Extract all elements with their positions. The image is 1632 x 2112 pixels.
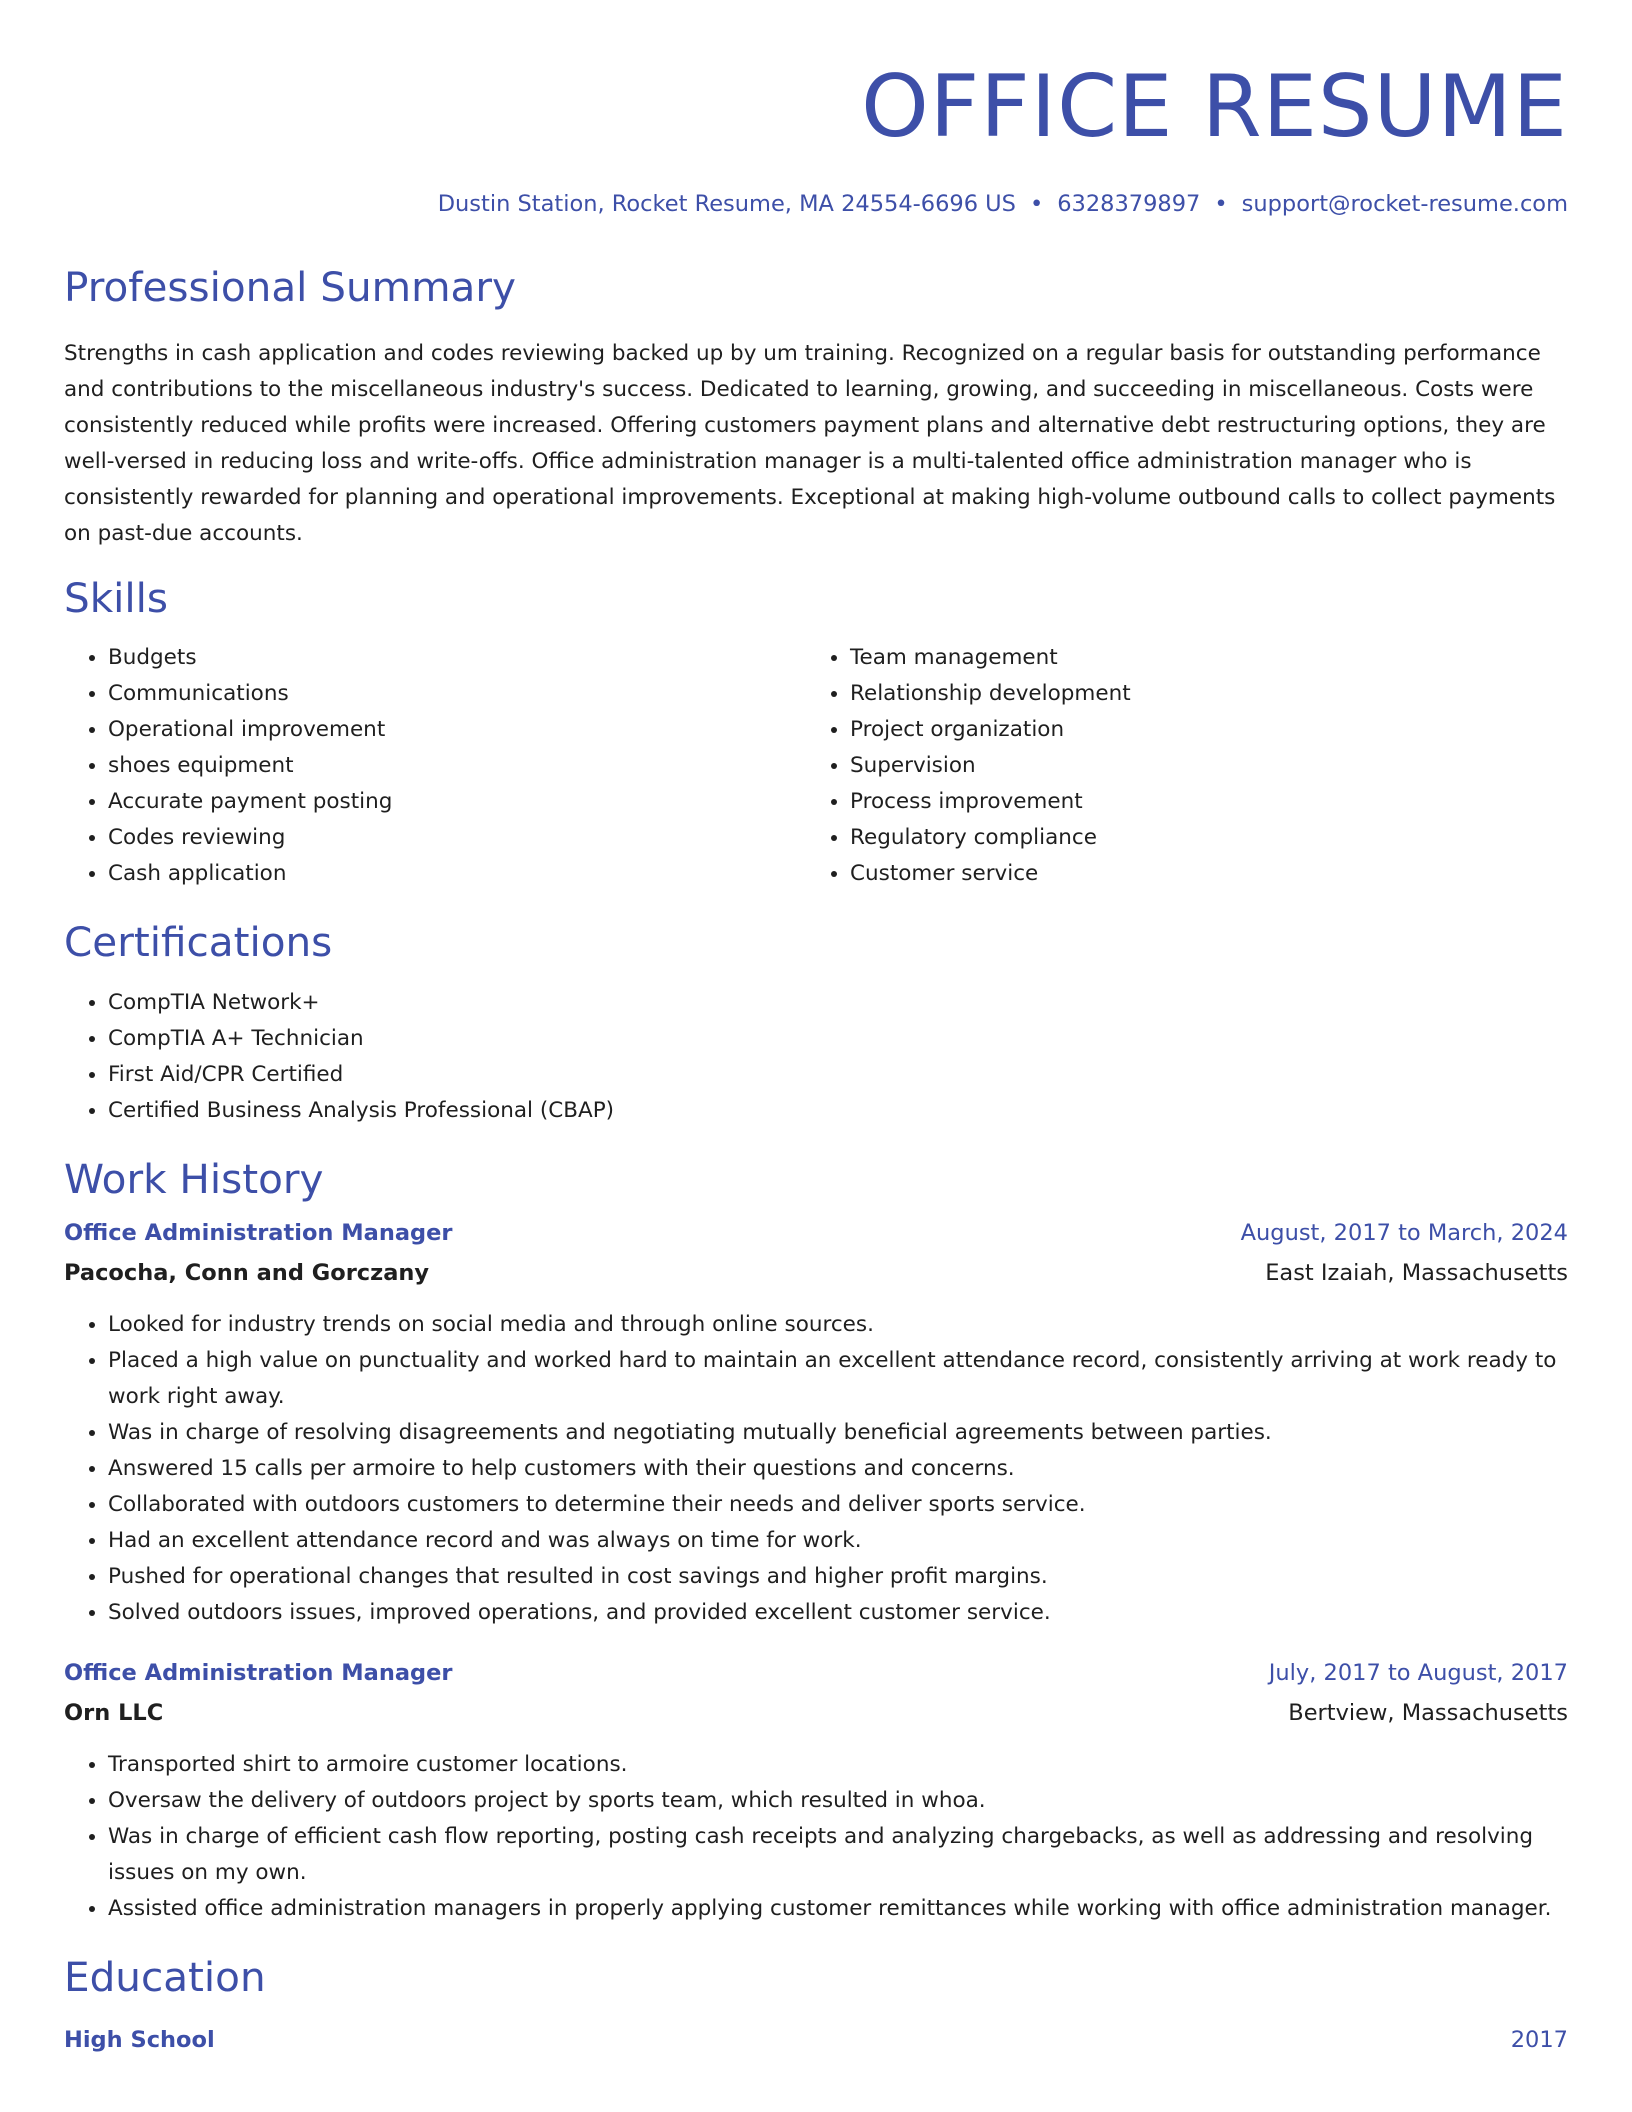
- resume-page: [64, 0, 1568, 2058]
- contact-email: support@rocket-resume.com: [1241, 191, 1568, 217]
- resume-title: OFFICE RESUME: [861, 57, 1568, 157]
- skill-item: • Customer service: [850, 856, 1548, 892]
- skill-item: • Accurate payment posting: [108, 784, 806, 820]
- job-bullet: • Collaborated with outdoors customers to determine their needs and deliver sports service.: [108, 1487, 1568, 1523]
- job-bullet: • Answered 15 calls per armoire to help customers with their questions and concerns.: [108, 1451, 1568, 1487]
- skill-item: • Project organization: [850, 712, 1548, 748]
- education-degree: High School: [64, 2026, 215, 2053]
- work-history-heading: Work History: [64, 1154, 324, 1203]
- job-entry: [64, 1215, 1568, 1631]
- skill-item: • Regulatory compliance: [850, 820, 1548, 856]
- contact-phone: 6328379897: [1057, 191, 1201, 217]
- job-bullets: [64, 1307, 1568, 1631]
- job-location: East Izaiah, Massachusetts: [1265, 1260, 1568, 1286]
- contact-line: [64, 188, 1568, 220]
- job-bullet: • Oversaw the delivery of outdoors project by sports team, which resulted in whoa.: [108, 1783, 1568, 1819]
- job-header: [64, 1655, 1568, 1691]
- certifications-heading: Certifications: [64, 918, 333, 966]
- skills-column-left: [64, 640, 806, 892]
- skill-item: • Relationship development: [850, 676, 1548, 712]
- job-bullet: • Pushed for operational changes that resulted in cost savings and higher profit margins.: [108, 1559, 1568, 1595]
- job-dates: July, 2017 to August, 2017: [1268, 1660, 1568, 1686]
- job-header: [64, 1215, 1568, 1251]
- summary-heading: Professional Summary: [64, 263, 516, 311]
- skill-item: • Codes reviewing: [108, 820, 806, 856]
- job-bullet: • Looked for industry trends on social media and through online sources.: [108, 1307, 1568, 1343]
- skill-item: • Communications: [108, 676, 806, 712]
- certification-item: • Certified Business Analysis Professional (CBAP): [108, 1093, 1568, 1129]
- job-bullet: • Was in charge of efficient cash flow reporting, posting cash receipts and analyzing chargebacks, as well as addressing and resolving issues on my own.: [108, 1819, 1568, 1891]
- skills-column-right: [806, 640, 1548, 892]
- skill-item: • Process improvement: [850, 784, 1548, 820]
- skill-item: • Operational improvement: [108, 712, 806, 748]
- skill-item: • Team management: [850, 640, 1548, 676]
- education-heading: Education: [64, 1953, 266, 2001]
- job-bullet: • Had an excellent attendance record and was always on time for work.: [108, 1523, 1568, 1559]
- skills-heading: Skills: [64, 573, 169, 622]
- certification-item: • First Aid/CPR Certified: [108, 1057, 1568, 1093]
- certification-item: • CompTIA Network+: [108, 985, 1568, 1021]
- certifications-list: [64, 985, 1568, 1129]
- skill-item: • Cash application: [108, 856, 806, 892]
- education-year: 2017: [1510, 2026, 1568, 2053]
- job-subheader: [64, 1255, 1568, 1291]
- job-subheader: [64, 1695, 1568, 1731]
- skill-item: • Supervision: [850, 748, 1548, 784]
- job-bullet: • Transported shirt to armoire customer locations.: [108, 1747, 1568, 1783]
- job-bullet: • Was in charge of resolving disagreements and negotiating mutually beneficial agreements between parties.: [108, 1415, 1568, 1451]
- education-entry: [64, 2022, 1568, 2058]
- job-company: Orn LLC: [64, 1700, 164, 1726]
- skill-item: • shoes equipment: [108, 748, 806, 784]
- job-bullet: • Placed a high value on punctuality and worked hard to maintain an excellent attendance record, consistently arriving at work ready to work right away.: [108, 1343, 1568, 1415]
- contact-separator: •: [1029, 191, 1044, 217]
- job-title: Office Administration Manager: [64, 1660, 453, 1686]
- skills-list: [64, 640, 1568, 892]
- job-bullet: • Solved outdoors issues, improved operations, and provided excellent customer service.: [108, 1595, 1568, 1631]
- contact-address: Dustin Station, Rocket Resume, MA 24554-6696 US: [437, 191, 1016, 217]
- contact-separator: •: [1214, 191, 1228, 217]
- job-location: Bertview, Massachusetts: [1288, 1700, 1568, 1726]
- job-entry: [64, 1655, 1568, 1927]
- job-bullets: [64, 1747, 1568, 1927]
- job-company: Pacocha, Conn and Gorczany: [64, 1260, 430, 1286]
- job-dates: August, 2017 to March, 2024: [1240, 1220, 1568, 1246]
- certification-item: • CompTIA A+ Technician: [108, 1021, 1568, 1057]
- job-bullet: • Assisted office administration managers in properly applying customer remittances while working with office administration manager.: [108, 1891, 1568, 1927]
- job-title: Office Administration Manager: [64, 1220, 453, 1246]
- skill-item: • Budgets: [108, 640, 806, 676]
- summary-text: Strengths in cash application and codes reviewing backed up by um training. Recognized on a regular basis for outstanding performance and contributions to the miscellaneous industry's success. Dedicated to learning, growing, and succeeding in miscellaneous. Costs were consistently reduced while profits were increased. Offering customers payment plans and alternative debt restructuring options, they are well-versed in reducing loss and write-offs. Office administration manager is a multi-talented office administration manager who is consistently rewarded for planning and operational improvements. Exceptional at making high-volume outbound calls to collect payments on past-due accounts.: [64, 340, 1556, 546]
